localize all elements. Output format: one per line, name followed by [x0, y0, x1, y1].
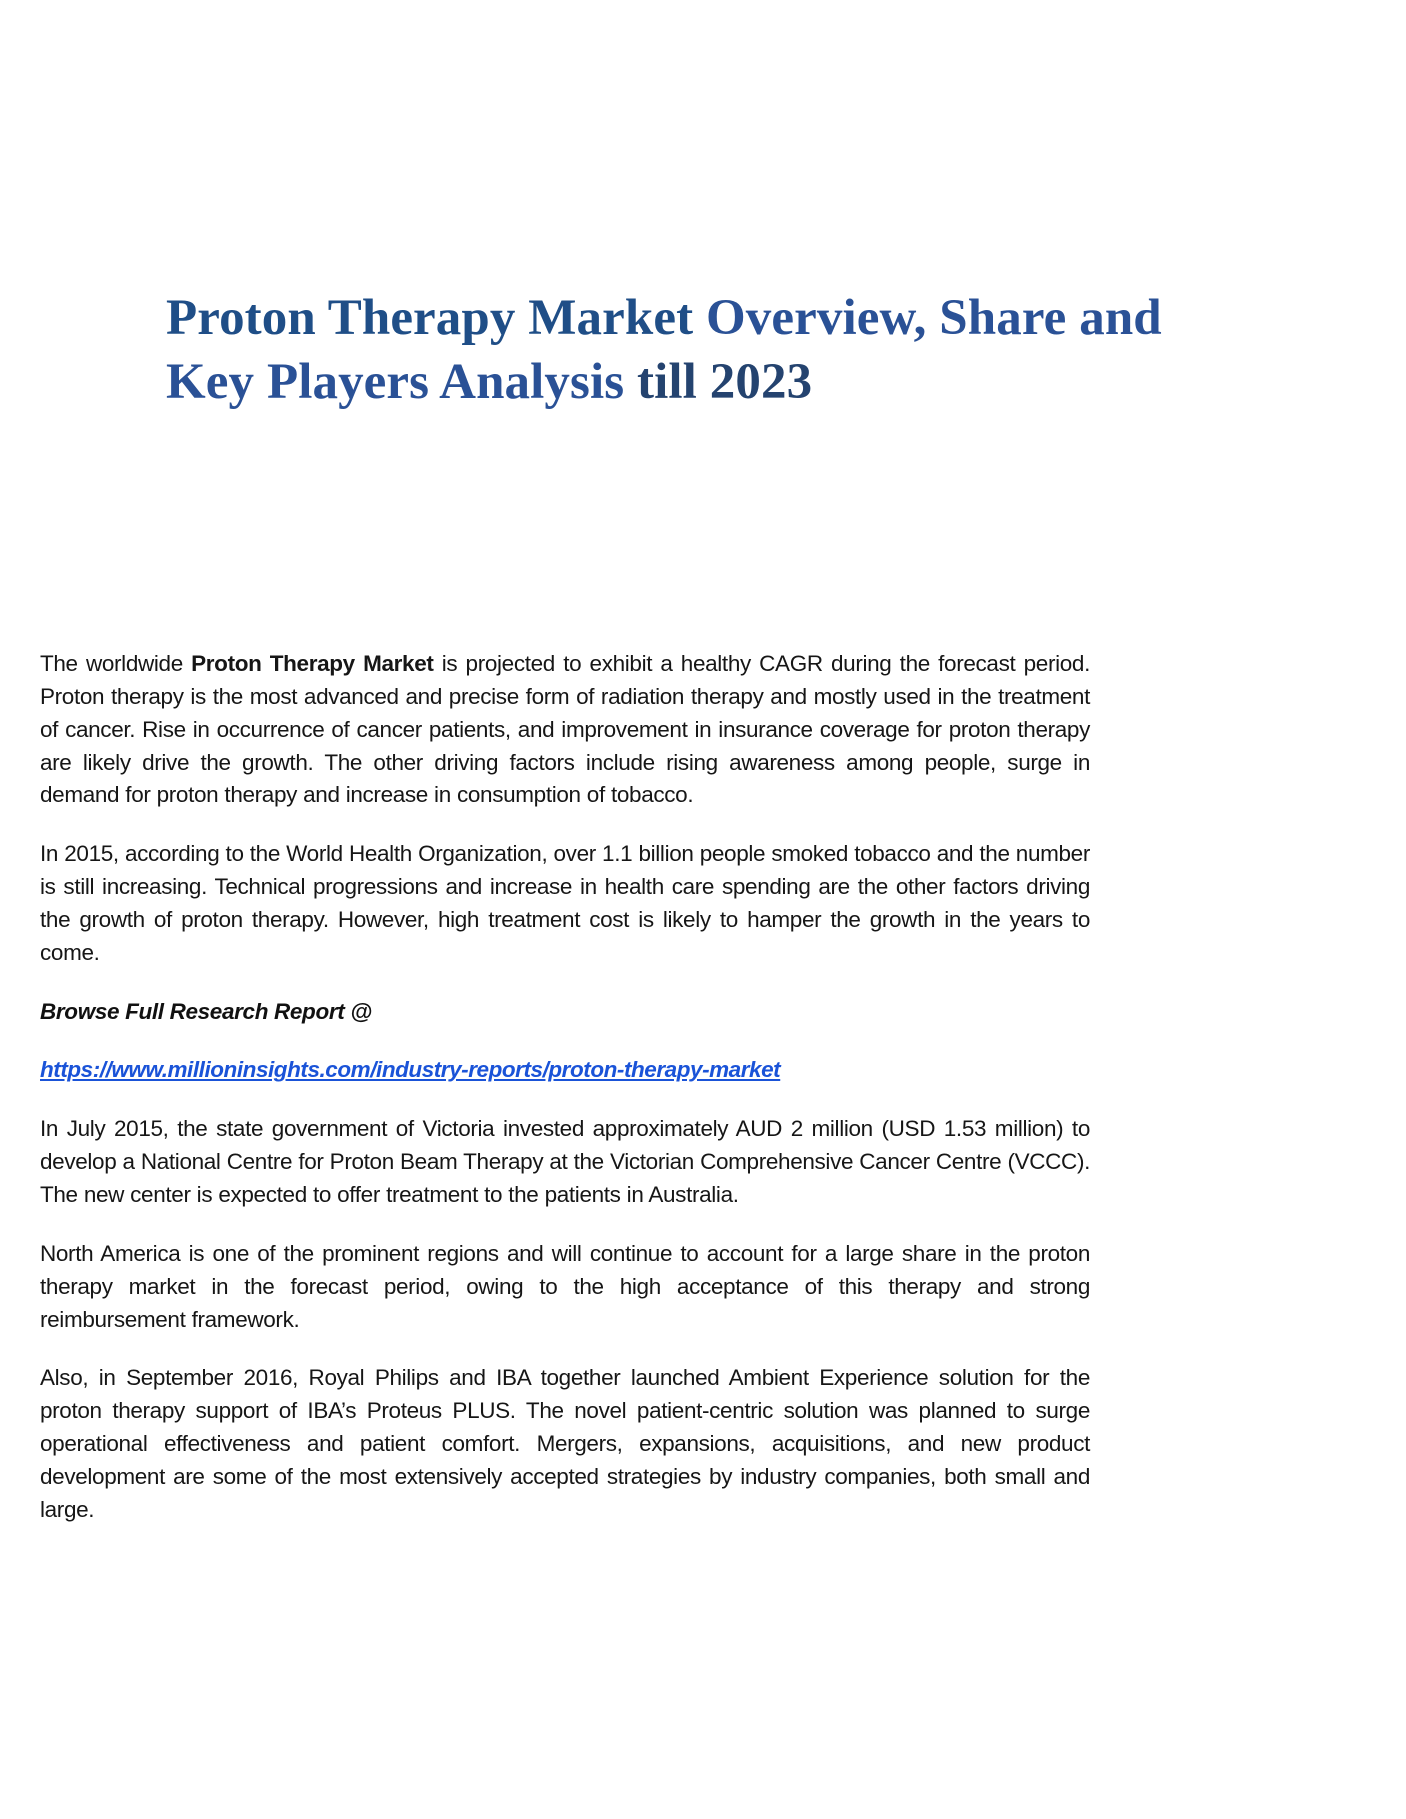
- paragraph-intro-lead: The worldwide: [40, 651, 192, 676]
- page-title-part-4: till 2023: [637, 354, 813, 411]
- paragraph-intro: [40, 648, 1090, 812]
- title-block: [166, 286, 1266, 415]
- document-body: [40, 648, 1090, 1527]
- page-title-part-1: Proton Therapy Market: [166, 290, 694, 346]
- page-title-part-2: Overview, Share and: [706, 290, 1162, 346]
- paragraph-north-america: North America is one of the prominent regions and will continue to account for a large share in the proton therapy market in the forecast period, owing to the high acceptance of this therapy and strong reimbursement framework.: [40, 1240, 1090, 1332]
- paragraph-philips-iba: Also, in September 2016, Royal Philips and IBA together launched Ambient Experience solution for the proton therapy support of IBA’s Proteus PLUS. The novel patient-centric solution was planned to surge operational effectiveness and patient comfort. Mergers, expansions, acquisitions, and new product development are some of the most extensively accepted strategies by industry companies, both small and large.: [40, 1365, 1090, 1522]
- paragraph-intro-rest: is projected to exhibit a healthy CAGR during the forecast period. Proton therapy is the most advanced and precise form of radiation therapy and mostly used in the treatment of cancer. Rise in occurrence of cancer patients, and improvement in insurance coverage for proton therapy are likely drive the growth. The other driving factors include rising awareness among people, surge in demand for proton therapy and increase in consumption of tobacco.: [40, 651, 1090, 808]
- research-report-link[interactable]: https://www.millioninsights.com/industry-reports/proton-therapy-market: [40, 1057, 781, 1083]
- page-title-part-3: Key Players Analysis: [166, 354, 625, 411]
- page-title-space-2: [624, 354, 637, 410]
- browse-report-heading: Browse Full Research Report @: [40, 998, 372, 1024]
- page-title: [166, 286, 1266, 415]
- proton-therapy-market-bold: Proton Therapy Market: [191, 651, 434, 676]
- paragraph-victoria-investment: In July 2015, the state government of Victoria invested approximately AUD 2 million (USD 1.53 million) to develop a National Centre for Proton Beam Therapy at the Victorian Comprehensive Cancer Centre (VCCC). The new center is expected to offer treatment to the patients in Australia.: [40, 1116, 1090, 1207]
- page-title-space-1: [693, 290, 706, 346]
- paragraph-who-2015: In 2015, according to the World Health Organization, over 1.1 billion people smoked tobacco and the number is still increasing. Technical progressions and increase in health care spending are the other factors driving the growth of proton therapy. However, high treatment cost is likely to hamper the growth in the years to come.: [40, 841, 1090, 965]
